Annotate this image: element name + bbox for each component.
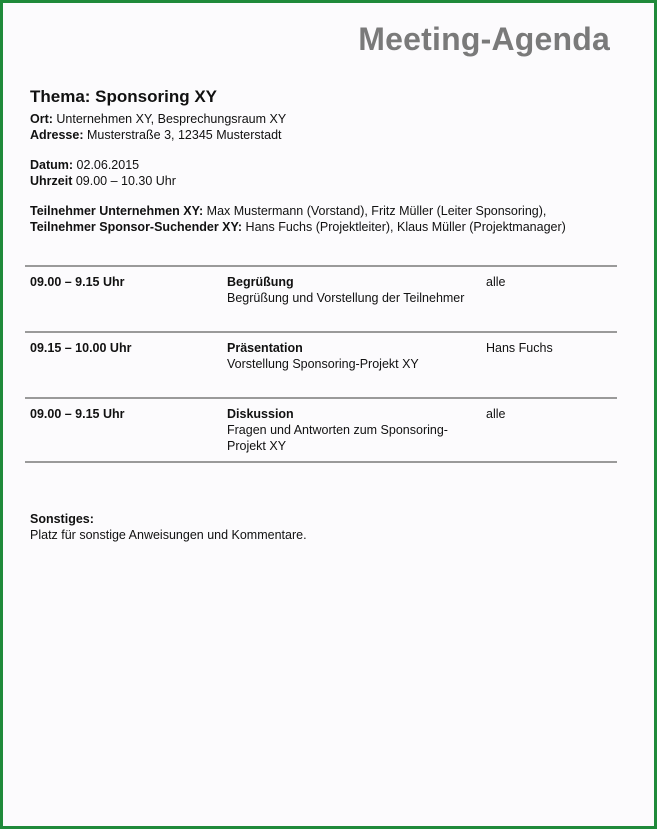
notes-section <box>30 511 620 543</box>
date-value: 02.06.2015 <box>73 158 140 172</box>
agenda-time: 09.00 – 9.15 Uhr <box>30 275 125 289</box>
agenda-row <box>25 331 617 397</box>
address-value: Musterstraße 3, 12345 Musterstadt <box>83 128 282 142</box>
participants-sponsor-label: Teilnehmer Sponsor-Suchender XY: <box>30 220 243 234</box>
participants-company-line <box>30 203 620 219</box>
notes-label: Sonstiges: <box>30 512 94 526</box>
participants-company-value: Max Mustermann (Vorstand), Fritz Müller (Leiter Sponsoring), <box>203 204 547 218</box>
time-line <box>30 173 620 189</box>
agenda-description: Vorstellung Sponsoring-Projekt XY <box>227 357 419 371</box>
page-title: Meeting-Agenda <box>358 21 610 57</box>
agenda-row <box>25 397 617 463</box>
agenda-topic-cell <box>227 267 486 331</box>
participants-sponsor-line <box>30 219 620 235</box>
agenda-description: Fragen und Antworten zum Sponsoring-Projekt XY <box>227 423 448 453</box>
agenda-row <box>25 265 617 331</box>
agenda-topic: Diskussion <box>227 407 294 421</box>
date-label: Datum: <box>30 158 74 172</box>
agenda-topic: Präsentation <box>227 341 303 355</box>
participants-sponsor-value: Hans Fuchs (Projektleiter), Klaus Müller (Projektmanager) <box>242 220 566 234</box>
agenda-topic-cell <box>227 333 486 397</box>
agenda-responsible: Hans Fuchs <box>486 341 553 355</box>
agenda-table <box>25 265 617 463</box>
location-label: Ort: <box>30 112 53 126</box>
agenda-topic: Begrüßung <box>227 275 294 289</box>
participants-company-label: Teilnehmer Unternehmen XY: <box>30 204 204 218</box>
agenda-time: 09.15 – 10.00 Uhr <box>30 341 132 355</box>
location-value: Unternehmen XY, Besprechungsraum XY <box>52 112 287 126</box>
agenda-responsible: alle <box>486 275 506 289</box>
time-value: 09.00 – 10.30 Uhr <box>72 174 176 188</box>
agenda-topic-cell <box>227 399 486 461</box>
agenda-responsible: alle <box>486 407 506 421</box>
document-content <box>30 87 620 543</box>
location-line <box>30 111 620 127</box>
meeting-topic: Thema: Sponsoring XY <box>30 87 218 106</box>
agenda-time: 09.00 – 9.15 Uhr <box>30 407 125 421</box>
notes-text: Platz für sonstige Anweisungen und Kommentare. <box>30 528 307 542</box>
date-line <box>30 157 620 173</box>
time-label: Uhrzeit <box>30 174 73 188</box>
address-line <box>30 127 620 143</box>
address-label: Adresse: <box>30 128 84 142</box>
agenda-description: Begrüßung und Vorstellung der Teilnehmer <box>227 291 465 305</box>
